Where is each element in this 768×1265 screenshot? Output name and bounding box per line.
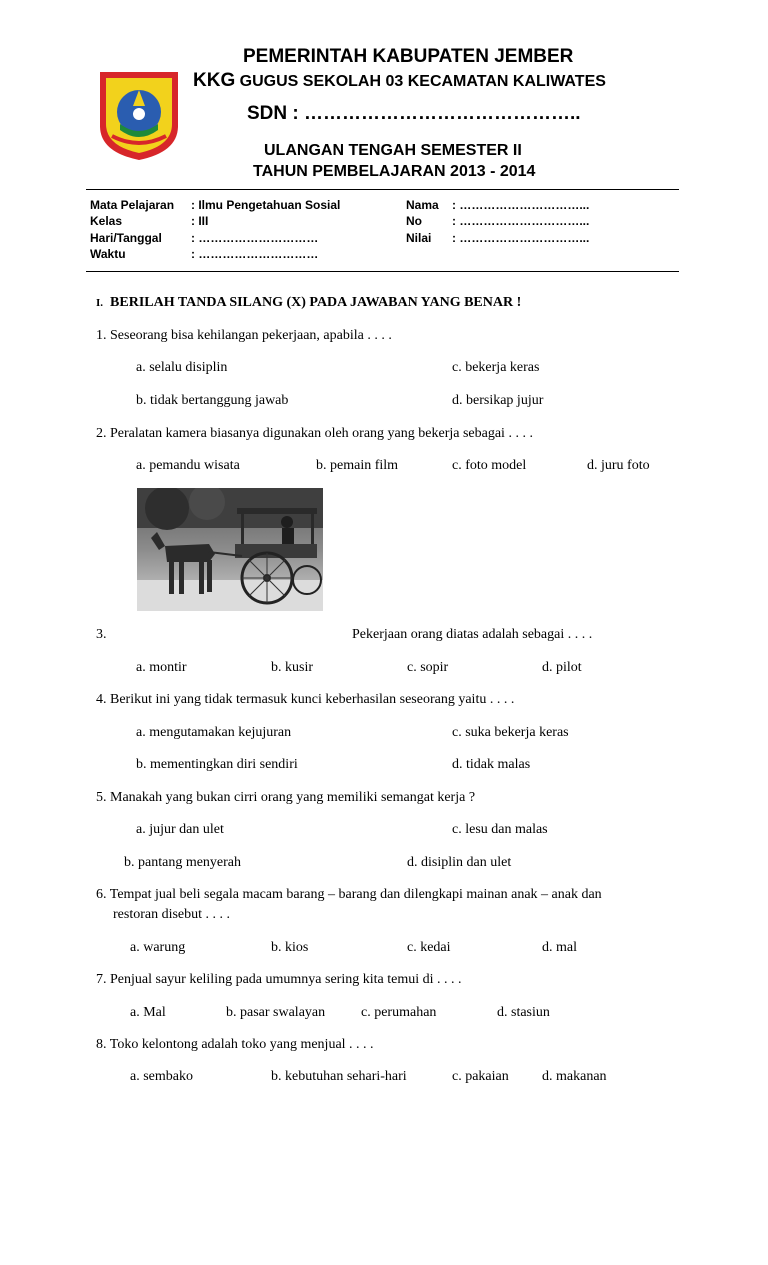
q3-option-c: c. sopir: [407, 660, 449, 675]
q6-option-b: b. kios: [271, 940, 309, 955]
q7-option-b: b. pasar swalayan: [226, 1005, 326, 1020]
regency-emblem-logo: [96, 66, 182, 162]
q7-option-c: c. perumahan: [361, 1005, 437, 1020]
question-4: 4. Berikut ini yang tidak termasuk kunci keberhasilan seseorang yaitu . . . .: [96, 692, 515, 707]
question-2: 2. Peralatan kamera biasanya digunakan oleh orang yang bekerja sebagai . . . .: [96, 426, 533, 441]
info-label-name: Nama: [406, 198, 439, 212]
section-title: BERILAH TANDA SILANG (X) PADA JAWABAN YANG BENAR !: [110, 295, 522, 310]
info-value-class: : III: [191, 214, 209, 228]
header-divider-top: [86, 189, 679, 190]
q2-option-b: b. pemain film: [316, 458, 399, 473]
header-divider-bottom: [86, 271, 679, 272]
info-value-name: : …………………………...: [452, 198, 590, 212]
q1-option-d: d. bersikap jujur: [452, 393, 544, 408]
q4-option-d: d. tidak malas: [452, 757, 531, 772]
info-label-class: Kelas: [90, 214, 123, 228]
exam-title: ULANGAN TENGAH SEMESTER II: [264, 142, 522, 159]
school-name-field: SDN : ……………………………………..: [247, 103, 581, 124]
q4-option-c: c. suka bekerja keras: [452, 725, 569, 740]
info-value-score: : …………………………...: [452, 231, 590, 245]
info-label-subject: Mata Pelajaran: [90, 198, 175, 212]
q5-option-c: c. lesu dan malas: [452, 822, 548, 837]
info-value-date: : …………………………: [191, 231, 319, 245]
question-1: 1. Seseorang bisa kehilangan pekerjaan, apabila . . . .: [96, 328, 392, 343]
info-value-number: : …………………………...: [452, 214, 590, 228]
government-title: PEMERINTAH KABUPATEN JEMBER: [243, 46, 574, 67]
kkg-label: KKG: [193, 70, 236, 91]
question-7: 7. Penjual sayur keliling pada umumnya sering kita temui di . . . .: [96, 972, 462, 987]
question-3-number: 3.: [96, 627, 107, 642]
info-label-date: Hari/Tanggal: [90, 231, 162, 245]
academic-year: TAHUN PEMBELAJARAN 2013 - 2014: [253, 163, 536, 180]
q2-option-c: c. foto model: [452, 458, 527, 473]
q1-option-b: b. tidak bertanggung jawab: [136, 393, 289, 408]
q1-option-c: c. bekerja keras: [452, 360, 540, 375]
question-3: Pekerjaan orang diatas adalah sebagai . . . .: [352, 627, 593, 642]
q6-option-c: c. kedai: [407, 940, 451, 955]
q8-option-a: a. sembako: [130, 1069, 193, 1084]
question-6: 6. Tempat jual beli segala macam barang – barang dan dilengkapi mainan anak – anak dan: [96, 887, 602, 902]
question-6-continued: restoran disebut . . . .: [113, 907, 231, 922]
q1-option-a: a. selalu disiplin: [136, 360, 228, 375]
q7-option-d: d. stasiun: [497, 1005, 550, 1020]
q6-option-d: d. mal: [542, 940, 577, 955]
info-value-subject: : Ilmu Pengetahuan Sosial: [191, 198, 341, 212]
question-5: 5. Manakah yang bukan cirri orang yang memiliki semangat kerja ?: [96, 790, 476, 805]
school-cluster-name: GUGUS SEKOLAH 03 KECAMATAN KALIWATES: [235, 73, 606, 90]
info-label-time: Waktu: [90, 247, 126, 261]
info-label-number: No: [406, 214, 422, 228]
info-value-time: : …………………………: [191, 247, 319, 261]
q6-option-a: a. warung: [130, 940, 186, 955]
q3-option-d: d. pilot: [542, 660, 582, 675]
q5-option-b: b. pantang menyerah: [124, 855, 242, 870]
q4-option-b: b. mementingkan diri sendiri: [136, 757, 298, 772]
section-numeral: I.: [96, 297, 104, 309]
q5-option-a: a. jujur dan ulet: [136, 822, 224, 837]
q4-option-a: a. mengutamakan kejujuran: [136, 725, 292, 740]
q8-option-d: d. makanan: [542, 1069, 607, 1084]
q3-option-a: a. montir: [136, 660, 187, 675]
school-cluster-title: [193, 70, 606, 92]
info-label-score: Nilai: [406, 231, 432, 245]
q3-option-b: b. kusir: [271, 660, 313, 675]
horse-carriage-photo: [137, 488, 323, 611]
q5-option-d: d. disiplin dan ulet: [407, 855, 512, 870]
q8-option-c: c. pakaian: [452, 1069, 509, 1084]
q2-option-d: d. juru foto: [587, 458, 650, 473]
q2-option-a: a. pemandu wisata: [136, 458, 240, 473]
section-heading: [96, 295, 521, 311]
q7-option-a: a. Mal: [130, 1005, 166, 1020]
q8-option-b: b. kebutuhan sehari-hari: [271, 1069, 407, 1084]
question-8: 8. Toko kelontong adalah toko yang menjual . . . .: [96, 1037, 374, 1052]
